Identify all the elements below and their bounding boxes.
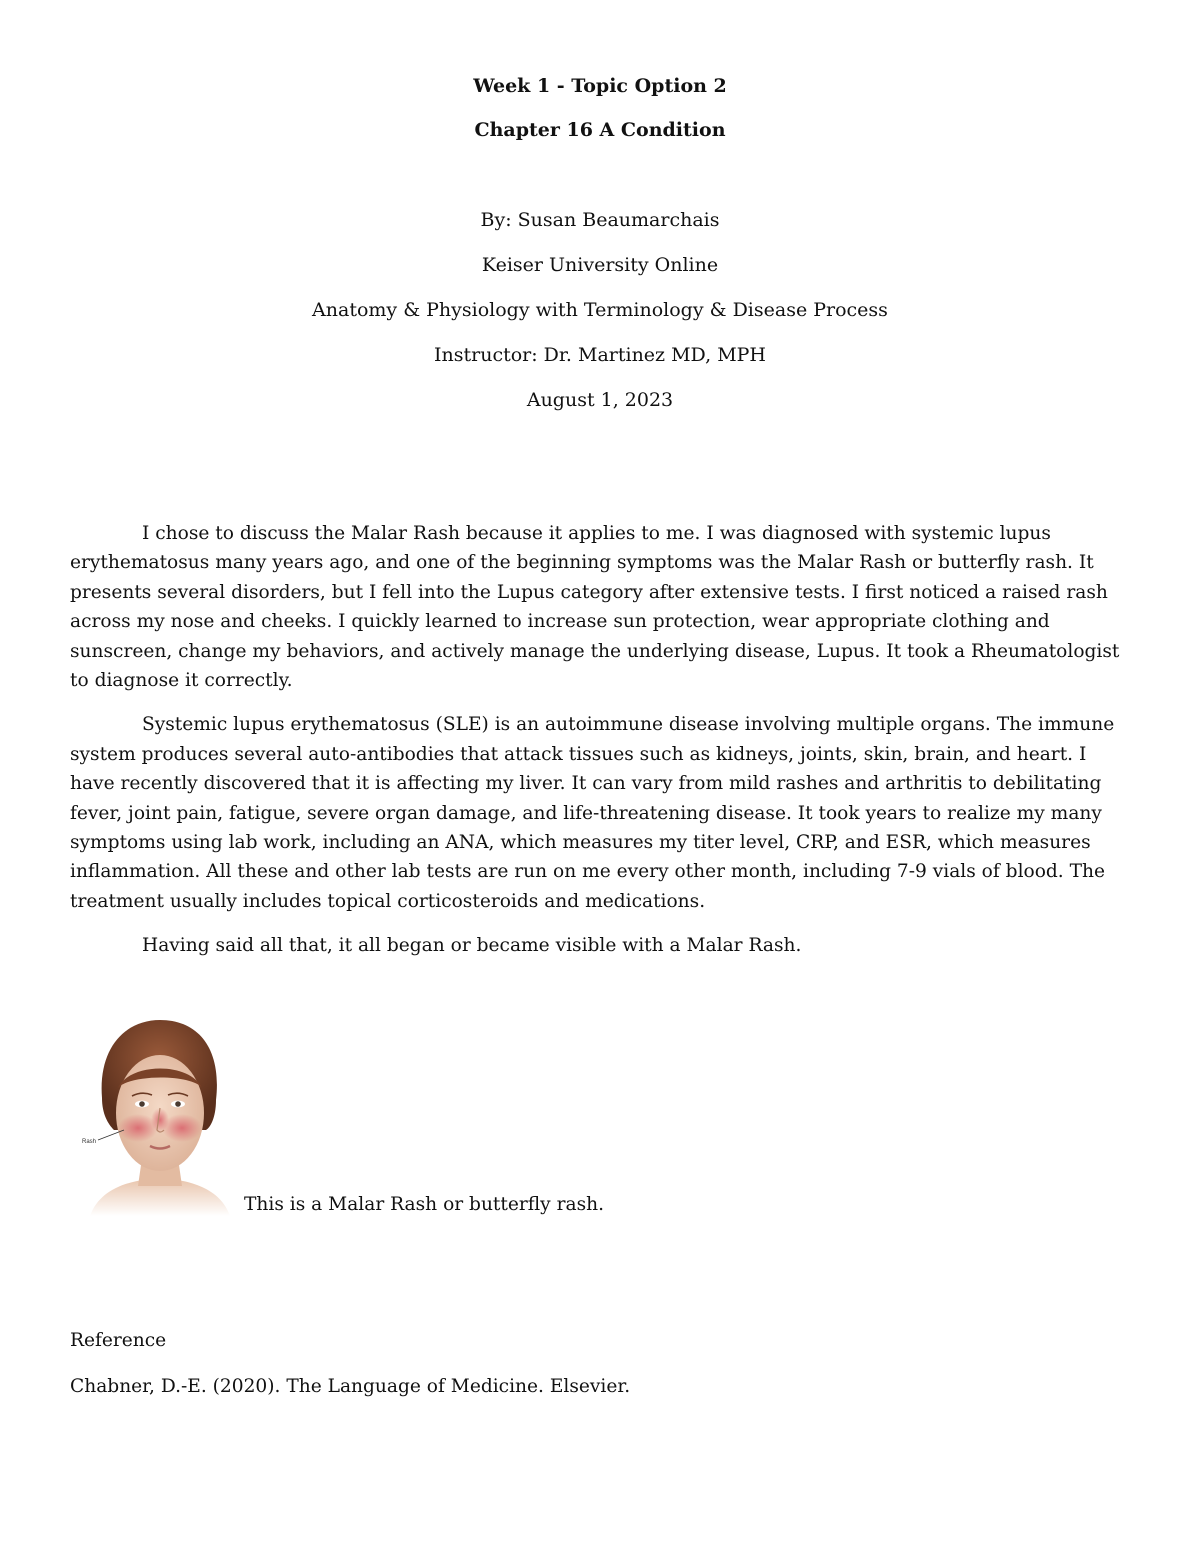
date-line: August 1, 2023 — [526, 389, 674, 411]
author-line: By: Susan Beaumarchais — [480, 209, 720, 231]
institution-line: Keiser University Online — [481, 254, 719, 276]
paragraph-3: Having said all that, it all began or became visible with a Malar Rash. — [142, 935, 802, 957]
paragraph-2: Systemic lupus erythematosus (SLE) is an autoimmune disease involving multiple organs. The immune system produces several auto-antibodies that attack tissues such as kidneys, joints, skin, brain, and heart. I have recently discovered that it is affecting my liver. It can vary from mild rashes and arthritis to debilitating fever, joint pain, fatigue, severe organ damage, and life-threatening disease. It took years to realize my many symptoms using lab work, including an ANA, which measures my titer level, CRP, and ESR, which measures inflammation. All these and other lab tests are run on me every other month, including 7-9 vials of blood. The treatment usually includes topical corticosteroids and medications. — [70, 714, 1115, 912]
rash-pointer-label: Rash — [82, 1139, 97, 1145]
course-line: Anatomy & Physiology with Terminology & Disease Process — [312, 299, 888, 321]
paragraph-1: I chose to discuss the Malar Rash because it applies to me. I was diagnosed with systemic lupus erythematosus many years ago, and one of the beginning symptoms was the Malar Rash or butterfly rash. It presents several disorders, but I fell into the Lupus category after extensive tests. I first noticed a raised rash across my nose and cheeks. I quickly learned to increase sun protection, wear appropriate clothing and sunscreen, change my behaviors, and actively manage the underlying disease, Lupus. It took a Rheumatologist to diagnose it correctly. — [70, 523, 1120, 692]
malar-rash-illustration — [80, 1018, 240, 1216]
instructor-line: Instructor: Dr. Martinez MD, MPH — [434, 344, 766, 366]
face-illustration — [80, 1018, 240, 1216]
document-title: Week 1 - Topic Option 2 — [473, 75, 727, 97]
reference-entry: Chabner, D.-E. (2020). The Language of Medicine. Elsevier. — [70, 1376, 631, 1397]
document-subtitle: Chapter 16 A Condition — [474, 119, 726, 141]
reference-heading: Reference — [70, 1330, 167, 1351]
figure-caption: This is a Malar Rash or butterfly rash. — [244, 1194, 604, 1215]
essay-body — [70, 519, 1130, 961]
